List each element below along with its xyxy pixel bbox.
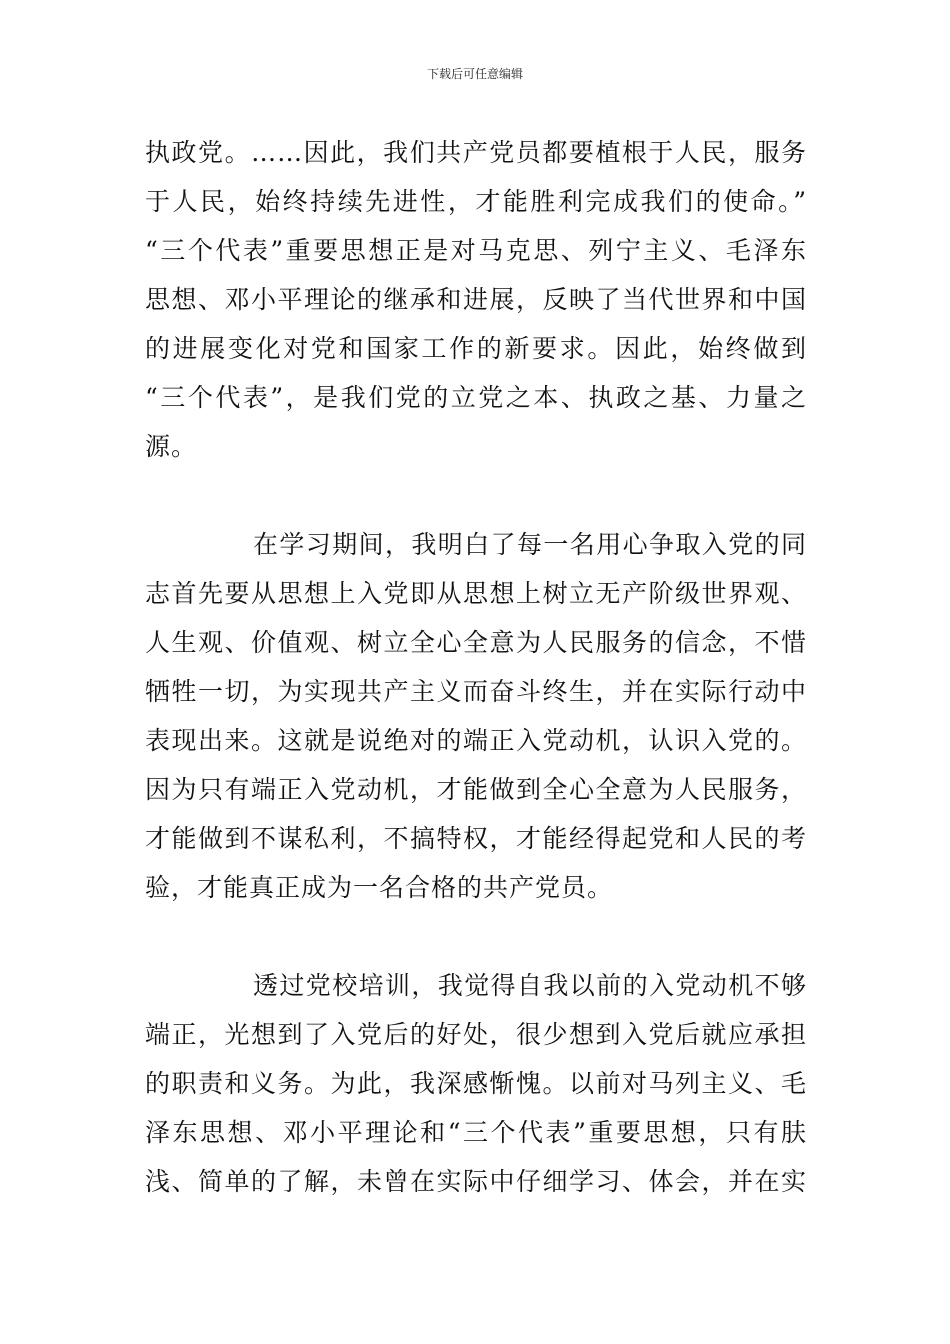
- paragraph-1: [145, 128, 807, 471]
- paragraph-line: “三个代表”重要思想正是对马克思、列宁主义、毛泽东: [145, 236, 807, 265]
- paragraph-spacer: [145, 471, 807, 520]
- page-header-note: 下载后可任意编辑: [426, 67, 523, 81]
- paragraph-line: 于人民，始终持续先进性，才能胜利完成我们的使命。”: [145, 187, 807, 216]
- paragraph-line: 在学习期间，我明白了每一名用心争取入党的同: [253, 530, 807, 559]
- paragraph-line: 验，才能真正成为一名合格的共产党员。: [145, 873, 614, 902]
- document-body: [145, 128, 807, 1206]
- paragraph-line: 浅、简单的了解，未曾在实际中仔细学习、体会，并在实: [145, 1167, 807, 1196]
- paragraph-line: 牺牲一切，为实现共产主义而奋斗终生，并在实际行动中: [145, 677, 807, 706]
- paragraph-3: [145, 961, 807, 1206]
- paragraph-line: 才能做到不谋私利，不搞特权，才能经得起党和人民的考: [145, 824, 807, 853]
- paragraph-line: 执政党。……因此，我们共产党员都要植根于人民，服务: [145, 138, 807, 167]
- paragraph-line: 端正，光想到了入党后的好处，很少想到入党后就应承担: [145, 1020, 807, 1049]
- paragraph-line: 因为只有端正入党动机，才能做到全心全意为人民服务，: [145, 775, 807, 804]
- paragraph-line: 志首先要从思想上入党即从思想上树立无产阶级世界观、: [145, 579, 807, 608]
- paragraph-line: 表现出来。这就是说绝对的端正入党动机，认识入党的。: [145, 726, 807, 755]
- paragraph-line: “三个代表”，是我们党的立党之本、执政之基、力量之: [145, 383, 807, 412]
- paragraph-line: 的职责和义务。为此，我深感惭愧。以前对马列主义、毛: [145, 1069, 807, 1098]
- paragraph-line: 透过党校培训，我觉得自我以前的入党动机不够: [253, 971, 807, 1000]
- paragraph-line: 的进展变化对党和国家工作的新要求。因此，始终做到: [145, 334, 807, 363]
- paragraph-line: 泽东思想、邓小平理论和“三个代表”重要思想，只有肤: [145, 1118, 807, 1147]
- paragraph-line: 人生观、价值观、树立全心全意为人民服务的信念，不惜: [145, 628, 807, 657]
- paragraph-line: 源。: [145, 432, 198, 461]
- paragraph-line: 思想、邓小平理论的继承和进展，反映了当代世界和中国: [145, 285, 807, 314]
- paragraph-spacer: [145, 912, 807, 961]
- paragraph-2: [145, 520, 807, 912]
